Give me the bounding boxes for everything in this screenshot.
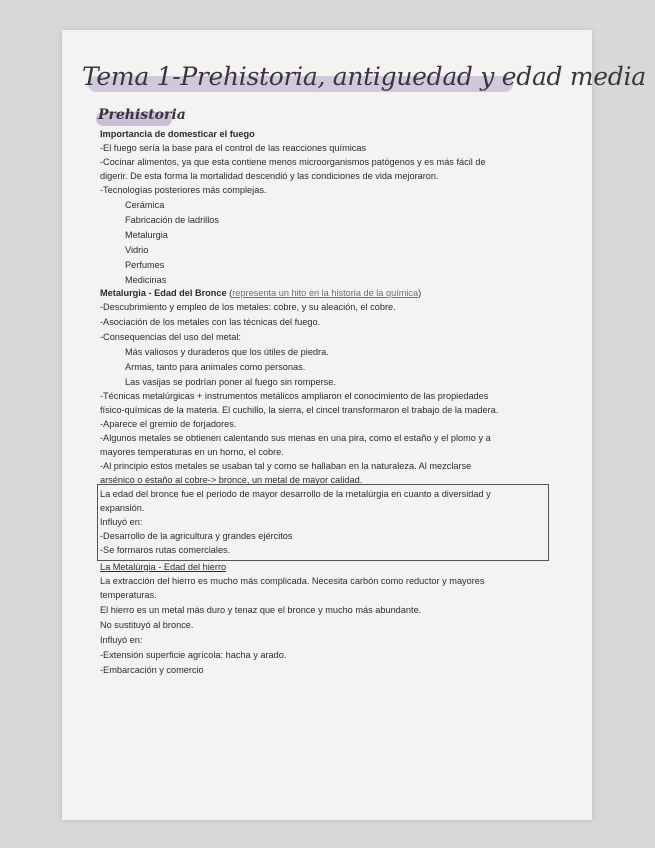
box-line: expansión. [100,503,145,513]
text-line: -Algunos metales se obtienen calentando sus menas en una pira, como el estaño y el plomo y a [100,433,491,443]
subheading-hierro: La Metalúrgia - Edad del hierro [100,562,227,572]
section-heading: Prehistoria [98,107,186,123]
text-line: -Tecnologías posteriores más complejas. [100,185,267,195]
bronce-link[interactable]: representa un hito en la historia de la química [232,288,419,298]
subheading-bronce [100,287,421,299]
text-line: físico-químicas de la materia. El cuchillo, la sierra, el cincel transformaron el trabajo de la madera. [100,405,499,415]
text-line: El hierro es un metal más duro y tenaz que el bronce y mucho más abundante. [100,605,422,615]
page-title: Tema 1-Prehistoria, antiguedad y edad media [82,62,646,91]
title-block [82,62,646,96]
bronce-heading-text: Metalurgia - Edad del Bronce [100,288,227,298]
list-item: Las vasijas se podrían poner al fuego sin romperse. [125,377,336,387]
text-line: arsénico o estaño al cobre-> bronce, un metal de mayor calidad. [100,475,363,485]
text-line: mayores temperaturas en un horno, el cobre. [100,447,284,457]
text-line: La extracción del hierro es mucho más complicada. Necesita carbón como reductor y mayores [100,576,485,586]
list-item: Más valiosos y duraderos que los útiles de piedra. [125,347,329,357]
list-item: Fabricación de ladrillos [125,215,219,225]
text-line: -Cocinar alimentos, ya que esta contiene menos microorganismos patógenos y es más fácil de [100,157,486,167]
text-line: -Técnicas metalúrgicas + instrumentos metálicos ampliaron el conocimiento de las propiedades [100,391,489,401]
text-line: -El fuego sería la base para el control de las reacciones químicas [100,143,367,153]
text-line: Influyó en: [100,635,143,645]
list-item: Medicinas [125,275,167,285]
box-line: La edad del bronce fue el periodo de mayor desarrollo de la metalúrgia en cuanto a diversidad y [100,489,491,499]
list-item: Metalurgia [125,230,168,240]
box-line: Influyó en: [100,517,143,527]
text-line: -Descubrimiento y empleo de los metales: cobre, y su aleación, el cobre. [100,302,396,312]
open-paren: ( [226,288,233,298]
text-line: -Aparece el gremio de forjadores. [100,419,237,429]
box-line: -Se formaros rutas comerciales. [100,545,231,555]
text-line: -Embarcación y comercio [100,665,204,675]
text-line: digerir. De esta forma la mortalidad descendió y las condiciones de vida mejoraron. [100,171,439,181]
document-page [62,30,646,820]
list-item: Armas, tanto para animales como personas. [125,362,306,372]
text-line: -Asociación de los metales con las técnicas del fuego. [100,317,321,327]
text-line: -Extensión superficie agrícola: hacha y arado. [100,650,287,660]
close-paren: ) [418,288,422,298]
list-item: Perfumes [125,260,165,270]
text-line: temperaturas. [100,590,157,600]
subheading-fuego: Importancia de domesticar el fuego [100,129,255,139]
text-line: -Consequencias del uso del metal: [100,332,241,342]
list-item: Cerámica [125,200,165,210]
text-line: No sustituyó al bronce. [100,620,194,630]
text-line: -Al principio estos metales se usaban tal y como se hallaban en la naturaleza. Al mezclarse [100,461,472,471]
box-line: -Desarrollo de la agricultura y grandes ejércitos [100,531,293,541]
list-item: Vidrio [125,245,149,255]
